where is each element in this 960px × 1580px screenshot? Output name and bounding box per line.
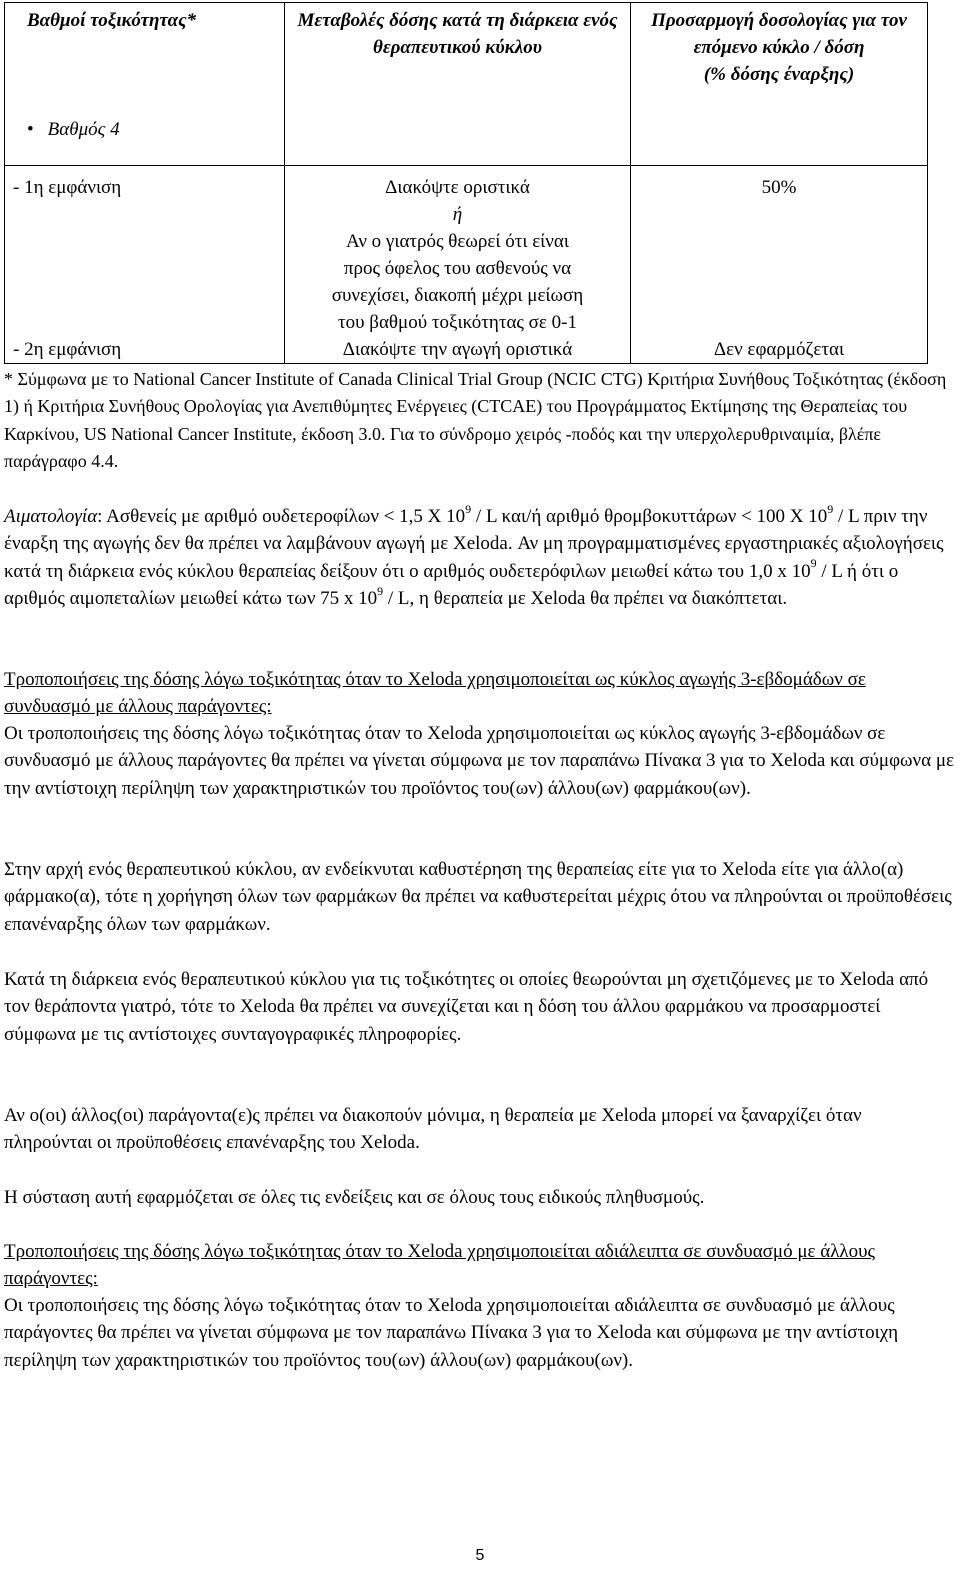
table-row bbox=[5, 166, 928, 337]
header-dose-changes: Μεταβολές δόσης κατά τη διάρκεια ενός θεραπευτικού κύκλου bbox=[285, 3, 631, 166]
page-number: 5 bbox=[475, 1547, 485, 1564]
section2-heading: Τροποποιήσεις της δόσης λόγω τοξικότητας όταν το Xeloda χρησιμοποιείται αδιάλειπτα σε συνδυασμό με άλλους παράγοντες: bbox=[4, 1241, 876, 1290]
toxicity-table bbox=[4, 2, 928, 364]
row-adjust: Δεν εφαρμόζεται bbox=[631, 336, 928, 364]
section2-paragraph-1: Οι τροποποιήσεις της δόσης λόγω τοξικότητας όταν το Xeloda χρησιμοποιείται αδιάλειπτα σε συνδυασμό με άλλους παράγοντες θα πρέπει να γίνεται σύμφωνα με τον παραπάνω Πίνακα 3 για το Xeloda και σύμφωνα με την αντίστοιχη περίληψη των χαρακτηριστικών του προϊόντος του(ων) άλλου(ων) φαρμάκου(ων). bbox=[4, 1295, 899, 1371]
header-grades: Βαθμοί τοξικότητας* bbox=[5, 3, 285, 117]
section1-paragraph-4: Αν ο(οι) άλλος(οι) παράγοντα(ε)ς πρέπει να διακοπούν μόνιμα, η θεραπεία με Xeloda μπορεί να ξαναρχίζει όταν πληρούνται οι προϋποθέσεις επανέναρξης του Xeloda. bbox=[4, 1105, 862, 1154]
grade-label: • Βαθμός 4 bbox=[5, 116, 285, 166]
haematology-paragraph: Αιματολογία: Ασθενείς με αριθμό ουδετεροφίλων < 1,5 X $10^9$ / L και/ή αριθμό θρομβοκυττάρων < 100 X $10^9$ / L πριν την έναρξη της αγωγής δεν θα πρέπει να λαμβάνουν αγωγή με Xeloda. Αν μη προγραμματισμένες εργαστηριακές αξιολογήσεις κατά τη διάρκεια ενός κύκλου θεραπείας δείξουν ότι ο αριθμός ουδετερόφιλων μειωθεί κάτω του 1,0 x $10^9$ / L ή ότι ο αριθμός αιμοπεταλίων μειωθεί κάτω των 75 x $10^9$ / L, η θεραπεία με Xeloda θα πρέπει να διακόπτεται. bbox=[4, 501, 944, 609]
section1-paragraph-3: Κατά τη διάρκεια ενός θεραπευτικού κύκλου για τις τοξικότητες οι οποίες θεωρούνται μη σχετιζόμενες με το Xeloda από τον θεράποντα γιατρό, τότε το Xeloda θα πρέπει να συνεχίζεται και η δόση του άλλου φαρμάκου να προσαρμοστεί σύμφωνα με τις αντίστοιχες συνταγογραφικές πληροφορίες. bbox=[4, 969, 929, 1045]
section1-paragraph-5: Η σύσταση αυτή εφαρμόζεται σε όλες τις ενδείξεις και σε όλους τους ειδικούς πληθυσμούς. bbox=[4, 1187, 705, 1208]
row-label: - 1η εμφάνιση bbox=[5, 166, 285, 337]
row-adjust: 50% bbox=[631, 166, 928, 337]
footnote: * Σύμφωνα με το National Cancer Institute of Canada Clinical Trial Group (NCIC CTG) Κριτήρια Συνήθους Τοξικότητας (έκδοση 1) ή Κριτήρια Συνήθους Ορολογίας για Ανεπιθύμητες Ενέργειες (CTCAE) του Προγράμματος Εκτίμησης της Θεραπείας του Καρκίνου, US National Cancer Institute, έκδοση 3.0. Για το σύνδρομο χειρός -ποδός και την υπερχολερυθριναιμία, βλέπε παράγραφο 4.4. bbox=[4, 369, 947, 471]
section1-paragraph-2: Στην αρχή ενός θεραπευτικού κύκλου, αν ενδείκνυται καθυστέρηση της θεραπείας είτε για το Xeloda είτε για άλλο(α) φάρμακο(α), τότε η χορήγηση όλων των φαρμάκων θα πρέπει να καθυστερείται μέχρις ότου να πληρούνται οι προϋποθέσεις επανέναρξης όλων των φαρμάκων. bbox=[4, 859, 952, 935]
row-change: Διακόψτε οριστικά ή Αν ο γιατρός θεωρεί ότι είναι προς όφελος του ασθενούς να συνεχίσει, διακοπή μέχρι μείωση του βαθμού τοξικότητας σε 0-1 bbox=[285, 166, 631, 337]
row-change: Διακόψτε την αγωγή οριστικά bbox=[285, 336, 631, 364]
table-row bbox=[5, 336, 928, 364]
section1-heading: Τροποποιήσεις της δόσης λόγω τοξικότητας όταν το Xeloda χρησιμοποιείται ως κύκλος αγωγής 3-εβδομάδων σε συνδυασμό με άλλους παράγοντες: bbox=[4, 669, 866, 718]
row-label: - 2η εμφάνιση bbox=[5, 336, 285, 364]
section1-paragraph-1: Οι τροποποιήσεις της δόσης λόγω τοξικότητας όταν το Xeloda χρησιμοποιείται ως κύκλος αγωγής 3-εβδομάδων σε συνδυασμό με άλλους παράγοντες θα πρέπει να γίνεται σύμφωνα με τον παραπάνω Πίνακα 3 για το Xeloda και σύμφωνα με την αντίστοιχη περίληψη των χαρακτηριστικών του προϊόντος του(ων) άλλου(ων) φαρμάκου(ων). bbox=[4, 723, 954, 799]
header-dose-adjustment: Προσαρμογή δοσολογίας για τον επόμενο κύκλο / δόση (% δόσης έναρξης) bbox=[631, 3, 928, 166]
